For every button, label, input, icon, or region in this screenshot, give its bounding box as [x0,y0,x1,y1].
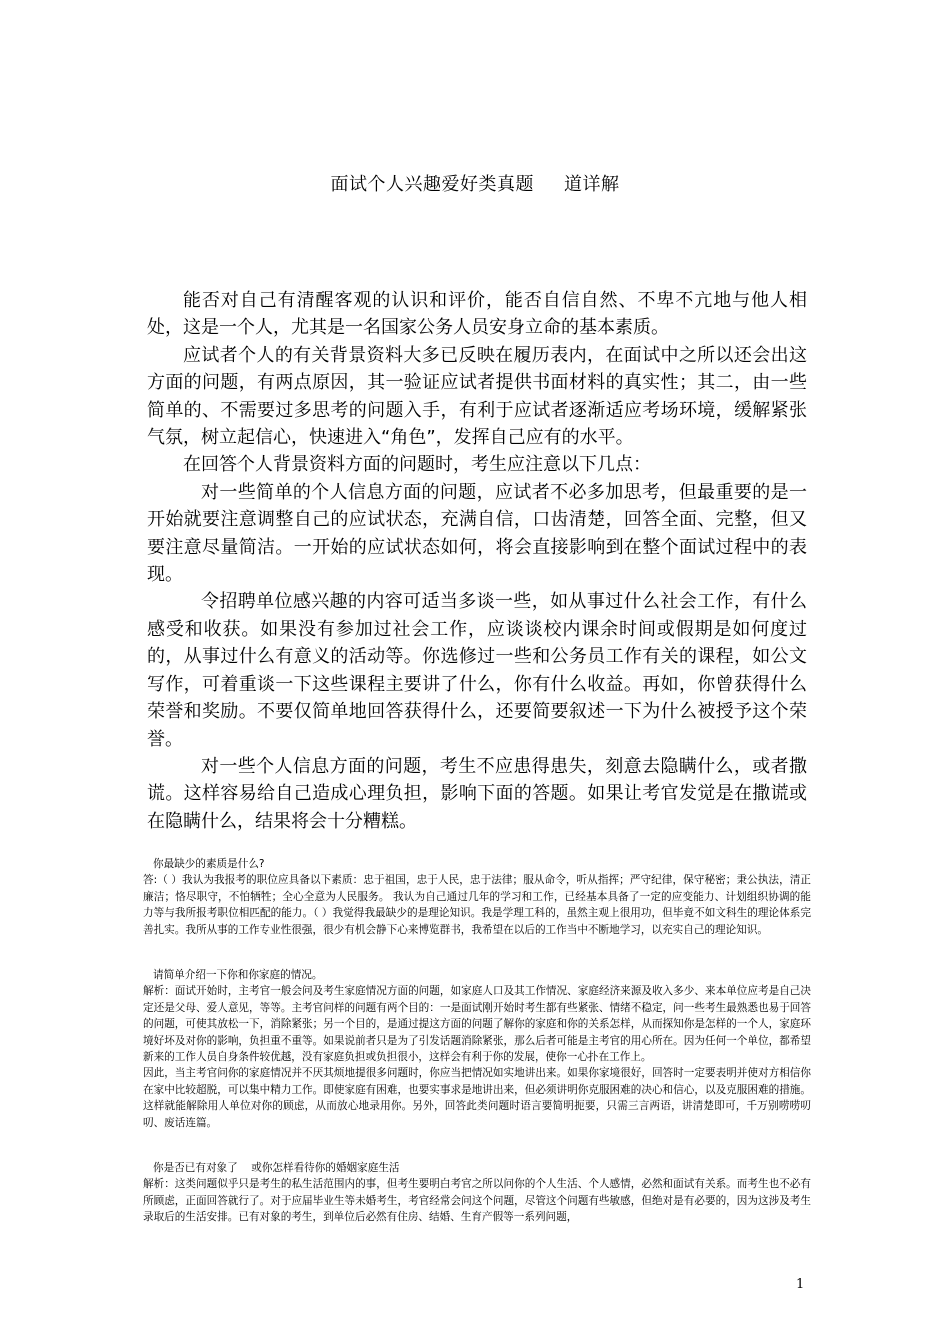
qa-section [143,967,811,1131]
title-main: 面试个人兴趣爱好类真题 [330,174,534,195]
qa-answer: 解析：这类问题似乎只是考生的私生活范围内的事，但考生要明白考官之所以问你的个人生活、个人感情，必然和面试有关系。而考生也不必有所顾虑，正面回答就行了。对于应届毕业生等未婚考生，考官经常会问这个问题，尽管这个问题有些敏感，但绝对是有必要的，因为这涉及考生录取后的生活安排。已有对象的考生，到单位后必然有住房、结婚、生育产假等一系列问题， [143,1178,811,1224]
page-number: 1 [796,1277,805,1292]
qa-section [143,1160,811,1226]
paragraph: 能否对自己有清醒客观的认识和评价，能否自信自然、不卑不亢地与他人相处，这是一个人，尤其是一名国家公务人员安身立命的基本素质。 [147,290,807,339]
qa-question: 请简单介绍一下你和你家庭的情况。 [153,969,323,981]
document-title [0,172,950,198]
qa-answer: 答:（ ）我认为我报考的职位应具备以下素质：忠于祖国，忠于人民，忠于法律；服从命令，听从指挥；严守纪律，保守秘密；秉公执法，清正廉洁；恪尽职守，不怕牺牲；全心全意为人民服务。 我认为自己通过几年的学习和工作，已经基本具备了一定的应变能力、计划组织协调的能力等与我所报考职位相匹配的能力。（ ）我觉得我最缺少的是理论知识。我是学理工科的，虽然主观上很用功，但毕竟不如文科生的理论体系完善扎实。我所从事的工作专业性很强，很少有机会静下心来博览群书，我希望在以后的工作当中不断地学习，以充实自己的理论知识。 [143,874,811,936]
paragraph: 对一些个人信息方面的问题，考生不应患得患失，刻意去隐瞒什么，或者撒谎。这样容易给自己造成心理负担，影响下面的答题。如果让考官发觉是在撒谎或在隐瞒什么，结果将会十分糟糕。 [147,755,807,832]
title-suffix: 道详解 [564,174,620,195]
qa-section [143,856,811,938]
intro-body [147,287,807,835]
paragraph: 令招聘单位感兴趣的内容可适当多谈一些，如从事过什么社会工作，有什么感受和收获。如果没有参加过社会工作，应谈谈校内课余时间或假期是如何度过的，从事过什么有意义的活动等。你选修过一些和公务员工作有关的课程，如公文写作，可着重谈一下这些课程主要讲了什么，你有什么收益。再如，你曾获得什么荣誉和奖励。不要仅简单地回答获得什么，还要简要叙述一下为什么被授予这个荣誉。 [147,591,807,750]
qa-answer: 因此，当主考官问你的家庭情况并不厌其烦地提很多问题时，你应当把情况如实地讲出来。如果你家境很好，回答时一定要表明并使对方相信你在家中比较超脱，可以集中精力工作。即使家庭有困难，也要实事求是地讲出来，但必须讲明你克服困难的决心和信心，以及克服困难的措施。这样就能解除用人单位对你的顾虑，从而放心地录用你。另外，回答此类问题时语言要简明扼要，只需三言两语，讲清楚即可，千万别唠唠叨叨、废话连篇。 [143,1067,811,1129]
paragraph: 对一些简单的个人信息方面的问题，应试者不必多加思考，但最重要的是一开始就要注意调整自己的应试状态，充满自信，口齿清楚，回答全面、完整，但又要注意尽量简洁。一开始的应试状态如何，将会直接影响到在整个面试过程中的表现。 [147,481,807,586]
qa-answer: 解析：面试开始时，主考官一般会问及考生家庭情况方面的问题，如家庭人口及其工作情况、家庭经济来源及收入多少、来本单位应考是自己决定还是父母、爱人意见，等等。主考官问样的问题有两个目的：一是面试刚开始时考生都有些紧张、情绪不稳定，问一些考生最熟悉也易于回答的问题，可使其放松一下，消除紧张；另一个目的，是通过提这方面的问题了解你的家庭和你的关系怎样，从而探知你是怎样的一个人，家庭环境好坏及对你的影响，负担重不重等。如果说前者只是为了引发话题消除紧张，那么后者可能是主考官的用心所在。因为任何一个单位，都希望新来的工作人员自身条件较优越，没有家庭负担或负担很小，这样会有利于你的发展，使你一心扑在工作上。 [143,985,811,1064]
qa-question: 你最缺少的素质是什么? [153,858,265,870]
qa-question: 你是否已有对象了 或你怎样看待你的婚姻家庭生活 [153,1162,400,1174]
paragraph: 应试者个人的有关背景资料大多已反映在履历表内，在面试中之所以还会出这方面的问题，有两点原因，其一验证应试者提供书面材料的真实性；其二，由一些简单的、不需要过多思考的问题入手，有利于应试者逐渐适应考场环境，缓解紧张气氛，树立起信心，快速进入“角色”，发挥自己应有的水平。 [147,344,807,449]
paragraph: 在回答个人背景资料方面的问题时，考生应注意以下几点： [183,454,651,476]
